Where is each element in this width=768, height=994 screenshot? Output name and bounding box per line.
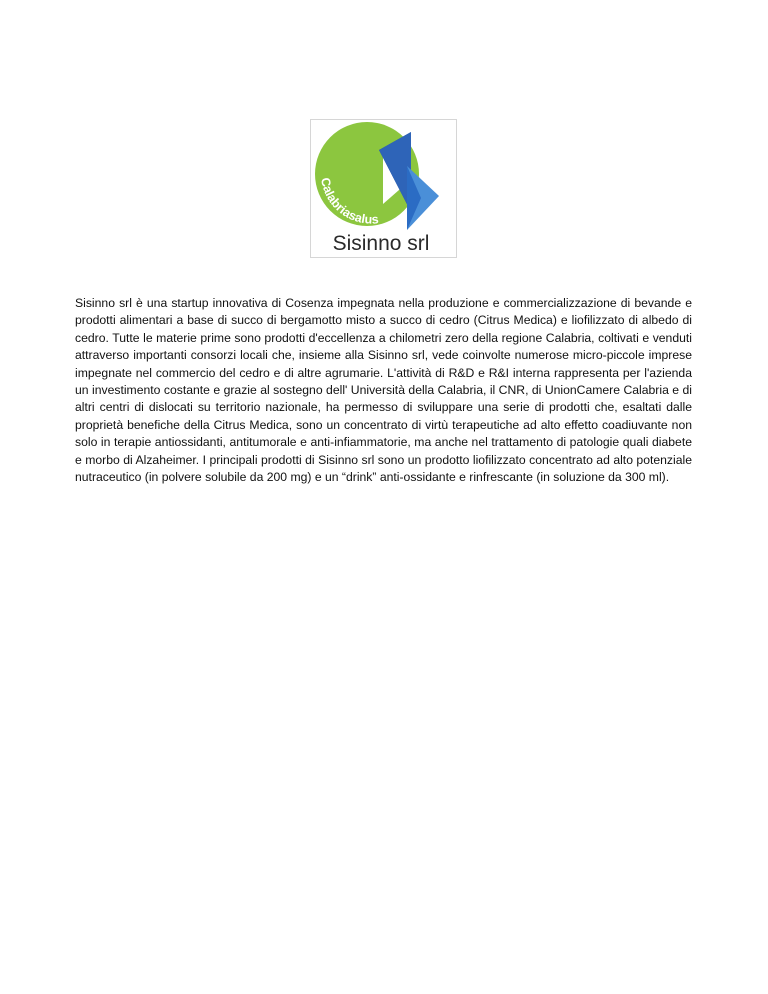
logo-graphic [311,120,456,257]
logo-ring-text: Calabriasalus [318,176,380,227]
company-description-paragraph: Sisinno srl è una startup innovativa di Cosenza impegnata nella produzione e commercializzazione di bevande e prodotti alimentari a base di succo di bergamotto misto a succo di cedro (Citrus Medica) e liofilizzato di albedo di cedro. Tutte le materie prime sono prodotti d'eccellenza a chilometri zero della regione Calabria, coltivati e venduti attraverso importanti consorzi locali che, insieme alla Sisinno srl, vede coinvolte numerose micro-piccole imprese impegnate nel commercio del cedro e di altre agrumarie. L'attività di R&D e R&I interna rappresenta per l'azienda un investimento costante e grazie al sostegno dell' Università della Calabria, il CNR, di UnionCamere Calabria e di altri centri di dislocati su territorio nazionale, ha permesso di sviluppare una serie di prodotti che, esaltati dalle proprietà benefiche della Citrus Medica, sono un concentrato di virtù terapeutiche ad alto effetto coadiuvante non solo in terapie antiossidanti, antitumorale e anti-infiammatorie, ma anche nel trattamento di patologie quali diabete e morbo di Alzaheimer. I principali prodotti di Sisinno srl sono un prodotto liofilizzato concentrato ad alto potenziale nutraceutico (in polvere solubile da 200 mg) e un “drink” anti-ossidante e rinfrescante (in soluzione da 300 ml). [75,296,692,485]
logo-company-name: Sisinno srl [332,232,430,255]
company-logo [310,119,457,258]
